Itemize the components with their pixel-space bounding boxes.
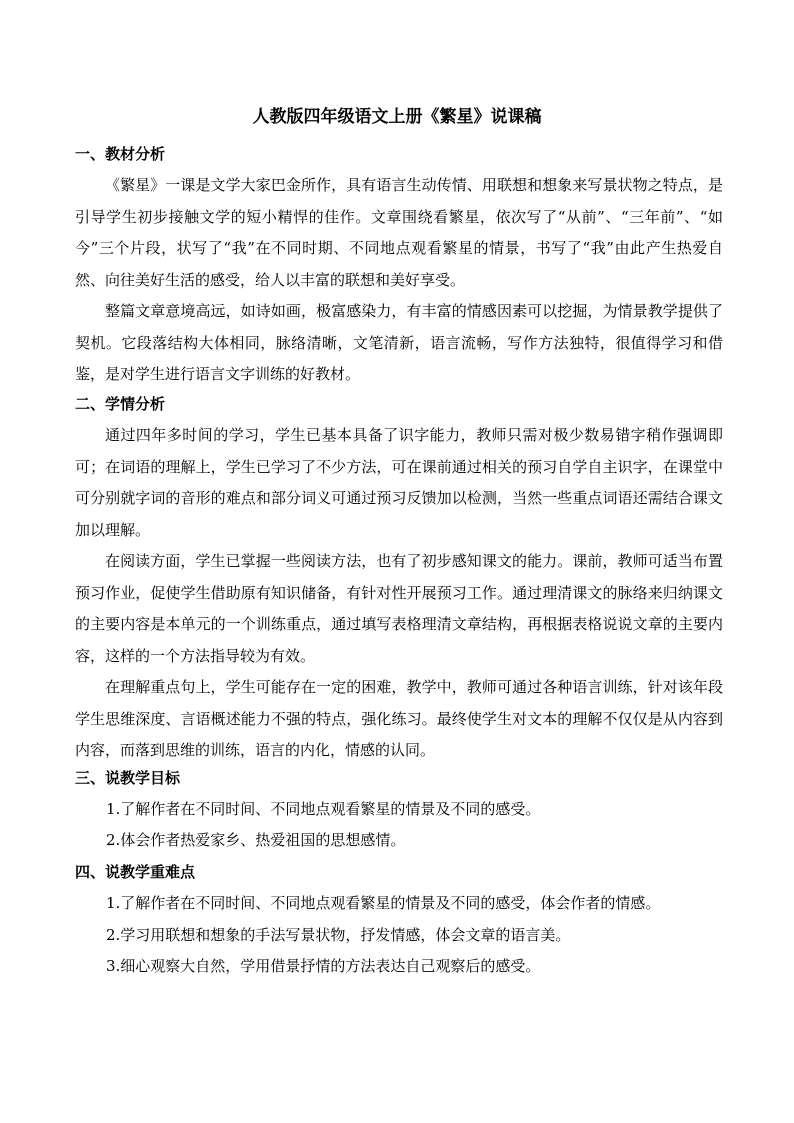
list-item: 1.了解作者在不同时间、不同地点观看繁星的情景及不同的感受。 xyxy=(106,800,541,818)
section-heading-student-analysis: 二、学情分析 xyxy=(75,395,166,413)
paragraph: 《繁星》一课是文学大家巴金所作，具有语言生动传情、用联想和想象来写景状物之特点，是引导学生初步接触文学的短小精悍的佳作。文章围绕看繁星，依次写了“从前”、“三年前”、“如今”三个片段，状写了“我”在不同时期、不同地点观看繁星的情景，书写了“我”由此产生热爱自然、向往美好生活的感受，给人以丰富的联想和美好享受。 xyxy=(75,176,723,289)
paragraph: 整篇文章意境高远，如诗如画，极富感染力，有丰富的情感因素可以挖掘，为情景教学提供了契机。它段落结构大体相同，脉络清晰，文笔清新，语言流畅，写作方法独特，很值得学习和借鉴，是对学生进行语言文字训练的好教材。 xyxy=(75,302,723,383)
section-heading-textbook-analysis: 一、教材分析 xyxy=(75,145,166,163)
list-item: 1.了解作者在不同时间、不同地点观看繁星的情景及不同的感受，体会作者的情感。 xyxy=(106,894,661,912)
section-heading-teaching-goals: 三、说教学目标 xyxy=(75,769,181,787)
list-item: 2.体会作者热爱家乡、热爱祖国的思想感情。 xyxy=(106,831,406,849)
document-title: 人教版四年级语文上册《繁星》说课稿 xyxy=(252,107,542,127)
section-heading-key-difficulties: 四、说教学重难点 xyxy=(75,863,196,881)
list-item: 3.细心观察大自然，学用借景抒情的方法表达自己观察后的感受。 xyxy=(106,957,541,975)
paragraph: 在理解重点句上，学生可能存在一定的困难，教学中，教师可通过各种语言训练，针对该年段学生思维深度、言语概述能力不强的特点，强化练习。最终使学生对文本的理解不仅仅是从内容到内容，而落到思维的训练，语言的内化，情感的认同。 xyxy=(75,678,723,759)
list-item: 2.学习用联想和想象的手法写景状物，抒发情感，体会文章的语言美。 xyxy=(106,926,571,944)
paragraph: 通过四年多时间的学习，学生已基本具备了识字能力，教师只需对极少数易错字稍作强调即可；在词语的理解上，学生已学习了不少方法，可在课前通过相关的预习自学自主识字，在课堂中可分别就字词的音形的难点和部分词义可通过预习反馈加以检测，当然一些重点词语还需结合课文加以理解。 xyxy=(75,426,723,539)
paragraph: 在阅读方面，学生已掌握一些阅读方法，也有了初步感知课文的能力。课前，教师可适当布置预习作业，促使学生借助原有知识储备，有针对性开展预习工作。通过理清课文的脉络来归纳课文的主要内容是本单元的一个训练重点，通过填写表格理清文章结构，再根据表格说说文章的主要内容，这样的一个方法指导较为有效。 xyxy=(75,552,723,665)
